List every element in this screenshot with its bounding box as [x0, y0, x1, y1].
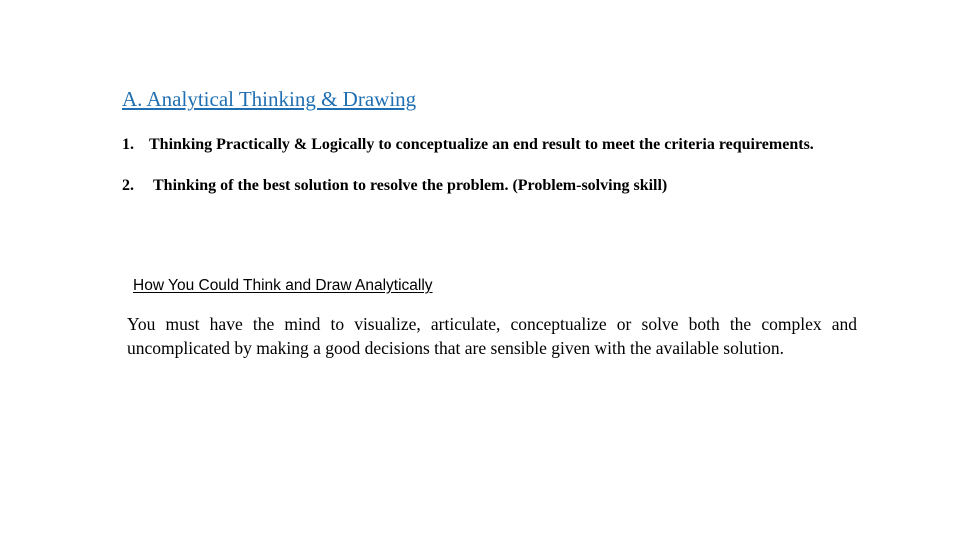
list-item-number: 2. [122, 177, 134, 194]
subsection-paragraph: You must have the mind to visualize, articulate, conceptualize or solve both the complex and uncomplicated by making a good decisions that are sensible given with the available solution. [127, 314, 857, 358]
list-item [122, 174, 822, 197]
subsection-heading: How You Could Think and Draw Analytically [133, 277, 433, 294]
criteria-list [122, 133, 822, 197]
list-item-text: Thinking of the best solution to resolve the problem. (Problem-solving skill) [153, 177, 668, 194]
list-item-number: 1. [122, 136, 134, 153]
section-title: A. Analytical Thinking & Drawing [122, 87, 417, 111]
list-item-text: Thinking Practically & Logically to conceptualize an end result to meet the criteria requirements. [149, 136, 814, 153]
list-item [122, 133, 822, 156]
